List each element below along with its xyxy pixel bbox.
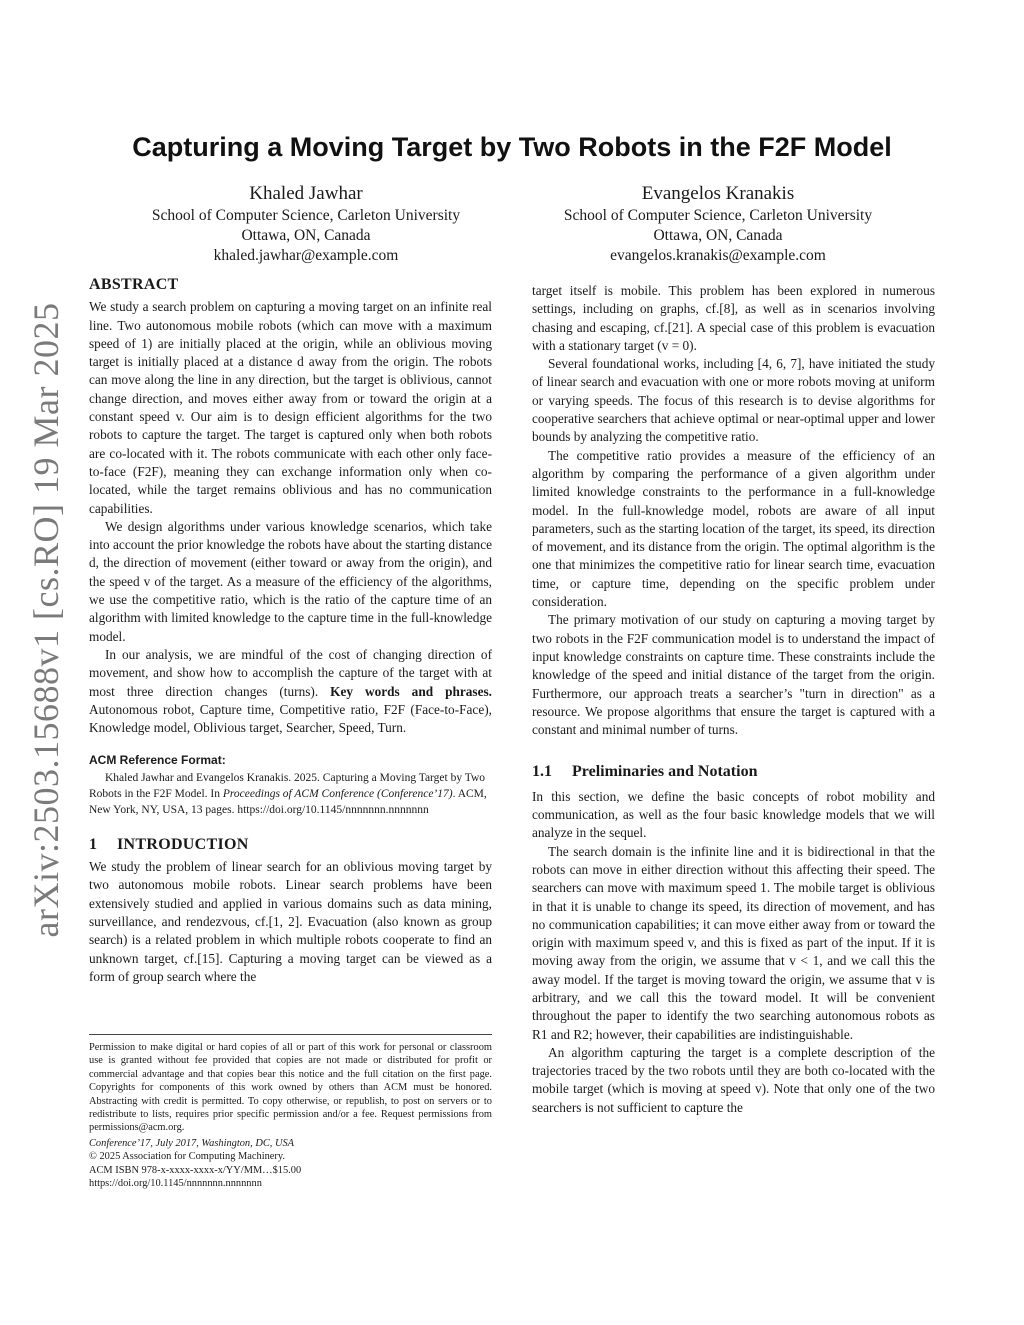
author-name: Evangelos Kranakis bbox=[641, 183, 795, 204]
doi-line: https://doi.org/10.1145/nnnnnnn.nnnnnnn bbox=[89, 1178, 262, 1190]
introduction-heading bbox=[89, 836, 492, 854]
acm-ref-venue: Proceedings of ACM Conference (Conference’17) bbox=[222, 787, 453, 800]
abstract-heading: ABSTRACT bbox=[89, 276, 179, 293]
author-affiliation: School of Computer Science, Carleton University bbox=[563, 207, 873, 224]
copyright-footnote bbox=[89, 1034, 492, 1190]
body-paragraph: The search domain is the infinite line and it is bidirectional in that the robots can move in either direction without this affecting their speed. The searchers can move with maximum speed 1. The mobile target is oblivious in that it is unable to change its speed, its direction of movement, and has no communication capabilities; it can move either away from or toward the origin with maximum speed v, and this is fixed as part of the input. If it is moving away from the origin, we assume that v < 1, and we call this the away model. If the target is moving toward the origin, we assume that v is arbitrary, and we call this the toward model. It will be convenient throughout the paper to identify the two searching autonomous robots as R1 and R2; however, their capabilities are indistinguishable. bbox=[532, 843, 935, 1042]
author-email: khaled.jawhar@example.com bbox=[213, 247, 399, 264]
acm-ref-part-b: . ACM, New York, NY, USA, 13 pages. https://doi.org/10.1145/nnnnnnn.nnnnnnn bbox=[89, 787, 487, 816]
body-paragraph: An algorithm capturing the target is a complete description of the trajectories traced by the two robots until they are both co-located with the mobile target (which is moving at speed v). Note that only one of the two searchers is not sufficient to capture the bbox=[532, 1044, 935, 1115]
abstract-paragraph bbox=[89, 646, 492, 737]
subsection-number: 1.1 bbox=[532, 763, 552, 781]
keywords-label: Key words and phrases. bbox=[330, 683, 492, 699]
intro-paragraph: The primary motivation of our study on capturing a moving target by two robots in the F2F communication model is to understand the impact of input knowledge constraints on capture time. These constraints include the knowledge of the speed and initial distance of the target from the origin. Furthermore, our approach treats a searcher’s "turn in direction" as a resource. We propose algorithms that ensure the target is captured with a constant and minimal number of turns. bbox=[532, 612, 935, 738]
keywords-list: Autonomous robot, Capture time, Competitive ratio, F2F (Face-to-Face), Knowledge model, Oblivious target, Searcher, Speed, Turn. bbox=[89, 701, 492, 736]
paper-title: Capturing a Moving Target by Two Robots in the F2F Model bbox=[132, 132, 892, 162]
author-name: Khaled Jawhar bbox=[249, 183, 363, 204]
abstract-paragraph: We design algorithms under various knowledge scenarios, which take into account the prior knowledge the robots have about the starting distance d, the direction of movement (either toward or away from the origin), and the speed v of the target. As a measure of the efficiency of the algorithms, we use the competitive ratio, which is the ratio of the capture time of an algorithm with limited knowledge to the capture time in the full-knowledge model. bbox=[89, 518, 492, 644]
arxiv-identifier-stamp: arXiv:2503.15688v1 [cs.RO] 19 Mar 2025 bbox=[26, 302, 66, 938]
abstract-paragraph: We study a search problem on capturing a moving target on an infinite real line. Two autonomous mobile robots (which can move with a maximum speed of 1) are initially placed at the origin, while an oblivious moving target is initially placed at a distance d away from the origin. The robots can move along the line in any direction, but the target is oblivious, cannot change direction, and moves either away from or toward the origin at a constant speed v. Our aim is to design efficient algorithms for the two robots to capture the target. The target is captured only when both robots are co-located with it. The robots communicate with each other only face-to-face (F2F), meaning they can exchange information only when co-located, while the target remains oblivious and has no communication capabilities. bbox=[89, 299, 492, 516]
author-block-1 bbox=[96, 182, 516, 266]
abstract-p3-text: In our analysis, we are mindful of the cost of changing direction of movement, and show how to accomplish the capture of the target with at most three direction changes (turns). bbox=[89, 646, 492, 699]
right-column bbox=[532, 282, 935, 1117]
acm-reference-text bbox=[89, 770, 492, 818]
intro-paragraph: Several foundational works, including [4, 6, 7], have initiated the study of linear search and evacuation with one or more robots moving at uniform or varying speeds. The focus of this research is to devise algorithms for cooperative searchers that achieve optimal or near-optimal upper and lower bounds by analyzing the competitive ratio. bbox=[532, 356, 935, 445]
body-paragraph: In this section, we define the basic concepts of robot mobility and communication, as well as the four basic knowledge models that we will analyze in the sequel. bbox=[532, 788, 935, 841]
author-location: Ottawa, ON, Canada bbox=[653, 227, 783, 244]
copyright-line: © 2025 Association for Computing Machinery. bbox=[89, 1151, 285, 1163]
intro-paragraph: We study the problem of linear search for an oblivious moving target by two autonomous mobile robots. Linear search problems have been extensively studied and applied in various domains such as data mining, surveillance, and rendezvous, cf.[1, 2]. Evacuation (also known as group search) is a related problem in which multiple robots cooperate to find an unknown target, cf.[15]. Capturing a moving target can be viewed as a form of group search where the bbox=[89, 859, 492, 984]
section-title: INTRODUCTION bbox=[117, 835, 249, 853]
acm-ref-part-a: Khaled Jawhar and Evangelos Kranakis. 2025. Capturing a Moving Target by Two Robots in the F2F Model. In bbox=[89, 771, 486, 800]
section-number: 1 bbox=[89, 835, 98, 853]
author-affiliation: School of Computer Science, Carleton University bbox=[151, 207, 461, 224]
intro-paragraph: target itself is mobile. This problem has been explored in numerous settings, including on graphs, cf.[8], as well as in scenarios involving chasing and escaping, cf.[21]. A special case of this problem is evacuation with a stationary target (v = 0). bbox=[532, 283, 935, 353]
intro-paragraph: The competitive ratio provides a measure of the efficiency of an algorithm by comparing the performance of a given algorithm under limited knowledge constraints to the performance in a full-knowledge model. In the full-knowledge model, robots are aware of all input parameters, such as the starting location of the target, its speed, its direction of movement, and its distance from the origin. The optimal algorithm is the one that minimizes the competitive ratio for linear search time, evacuation time, or capture time, depending on the specific problem under consideration. bbox=[532, 447, 935, 610]
author-location: Ottawa, ON, Canada bbox=[241, 227, 371, 244]
subsection-title: Preliminaries and Notation bbox=[572, 763, 758, 781]
isbn-line: ACM ISBN 978-x-xxxx-xxxx-x/YY/MM…$15.00 bbox=[89, 1164, 302, 1176]
author-block-2 bbox=[508, 182, 928, 266]
permission-notice: Permission to make digital or hard copies of all or part of this work for personal or classroom use is granted without fee provided that copies are not made or distributed for profit or commercial advantage and that copies bear this notice and the full citation on the first page. Copyrights for components of this work owned by others than ACM must be honored. Abstracting with credit is permitted. To copy otherwise, or republish, to post on servers or to redistribute to lists, requires prior specific permission and/or a fee. Request permissions from permissions@acm.org. bbox=[89, 1042, 492, 1134]
conference-line: Conference’17, July 2017, Washington, DC, USA bbox=[89, 1137, 294, 1149]
author-email: evangelos.kranakis@example.com bbox=[610, 247, 826, 264]
subsection-heading bbox=[532, 763, 935, 781]
acm-reference-heading: ACM Reference Format: bbox=[89, 753, 226, 768]
left-column bbox=[89, 276, 492, 986]
